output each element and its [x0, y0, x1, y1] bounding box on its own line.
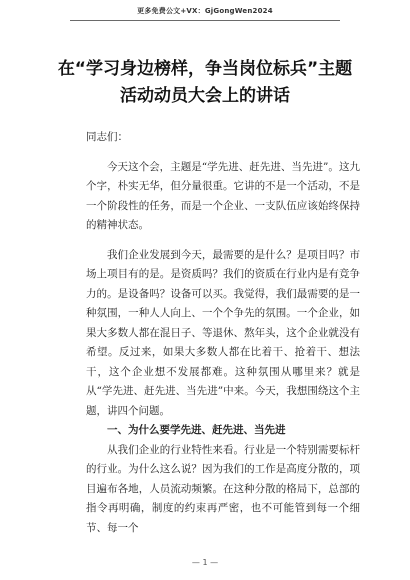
header-note: 更多免费公文+VX：GjGongWen2024	[137, 7, 273, 15]
salutation: 同志们：	[86, 131, 128, 143]
section-1-paragraph: 从我们企业的行业特性来看。行业是一个特别需要标杆的行业。为什么这么说？因为我们的工作是高度分散的，项目遍布各地，人员流动频繁。在这种分散的格局下，总部的指令再明确，制度的约束再严密，也不可能管到每一个细节、每一个	[86, 443, 360, 534]
paragraph-2: 我们企业发展到今天，最需要的是什么？是项目吗？市场上项目有的是。是资质吗？我们的资质在行业内是有竞争力的。是设备吗？设备可以买。我觉得，我们最需要的是一种氛围，一种人人向上、一个个争先的氛围。一个企业，如果大多数人都在混日子、等退休、熬年头，这个企业就没有希望。反过来，如果大多数人都在比着干、抢着干、想法干，这个企业想不发展都难。这种氛围从哪里来？就是从“学先进、赶先进、当先进”中来。今天，我想围绕这个主题，讲四个问题。	[86, 248, 360, 417]
document-title	[30, 56, 380, 110]
paragraph-1: 今天这个会，主题是“学先进、赶先进、当先进”。这九个字，朴实无华，但分量很重。它讲的不是一个活动，不是一个阶段性的任务，而是一个企业、一支队伍应该始终保持的精神状态。	[86, 160, 360, 231]
title-line-1: 在“学习身边榜样，争当岗位标兵”主题	[57, 59, 353, 79]
section-heading-1: 一、为什么要学先进、赶先进、当先进	[107, 424, 286, 436]
header-divider	[70, 20, 340, 21]
title-line-2: 活动动员大会上的讲话	[120, 86, 290, 106]
document-body	[86, 128, 360, 538]
page-number: — 1 —	[191, 558, 219, 567]
